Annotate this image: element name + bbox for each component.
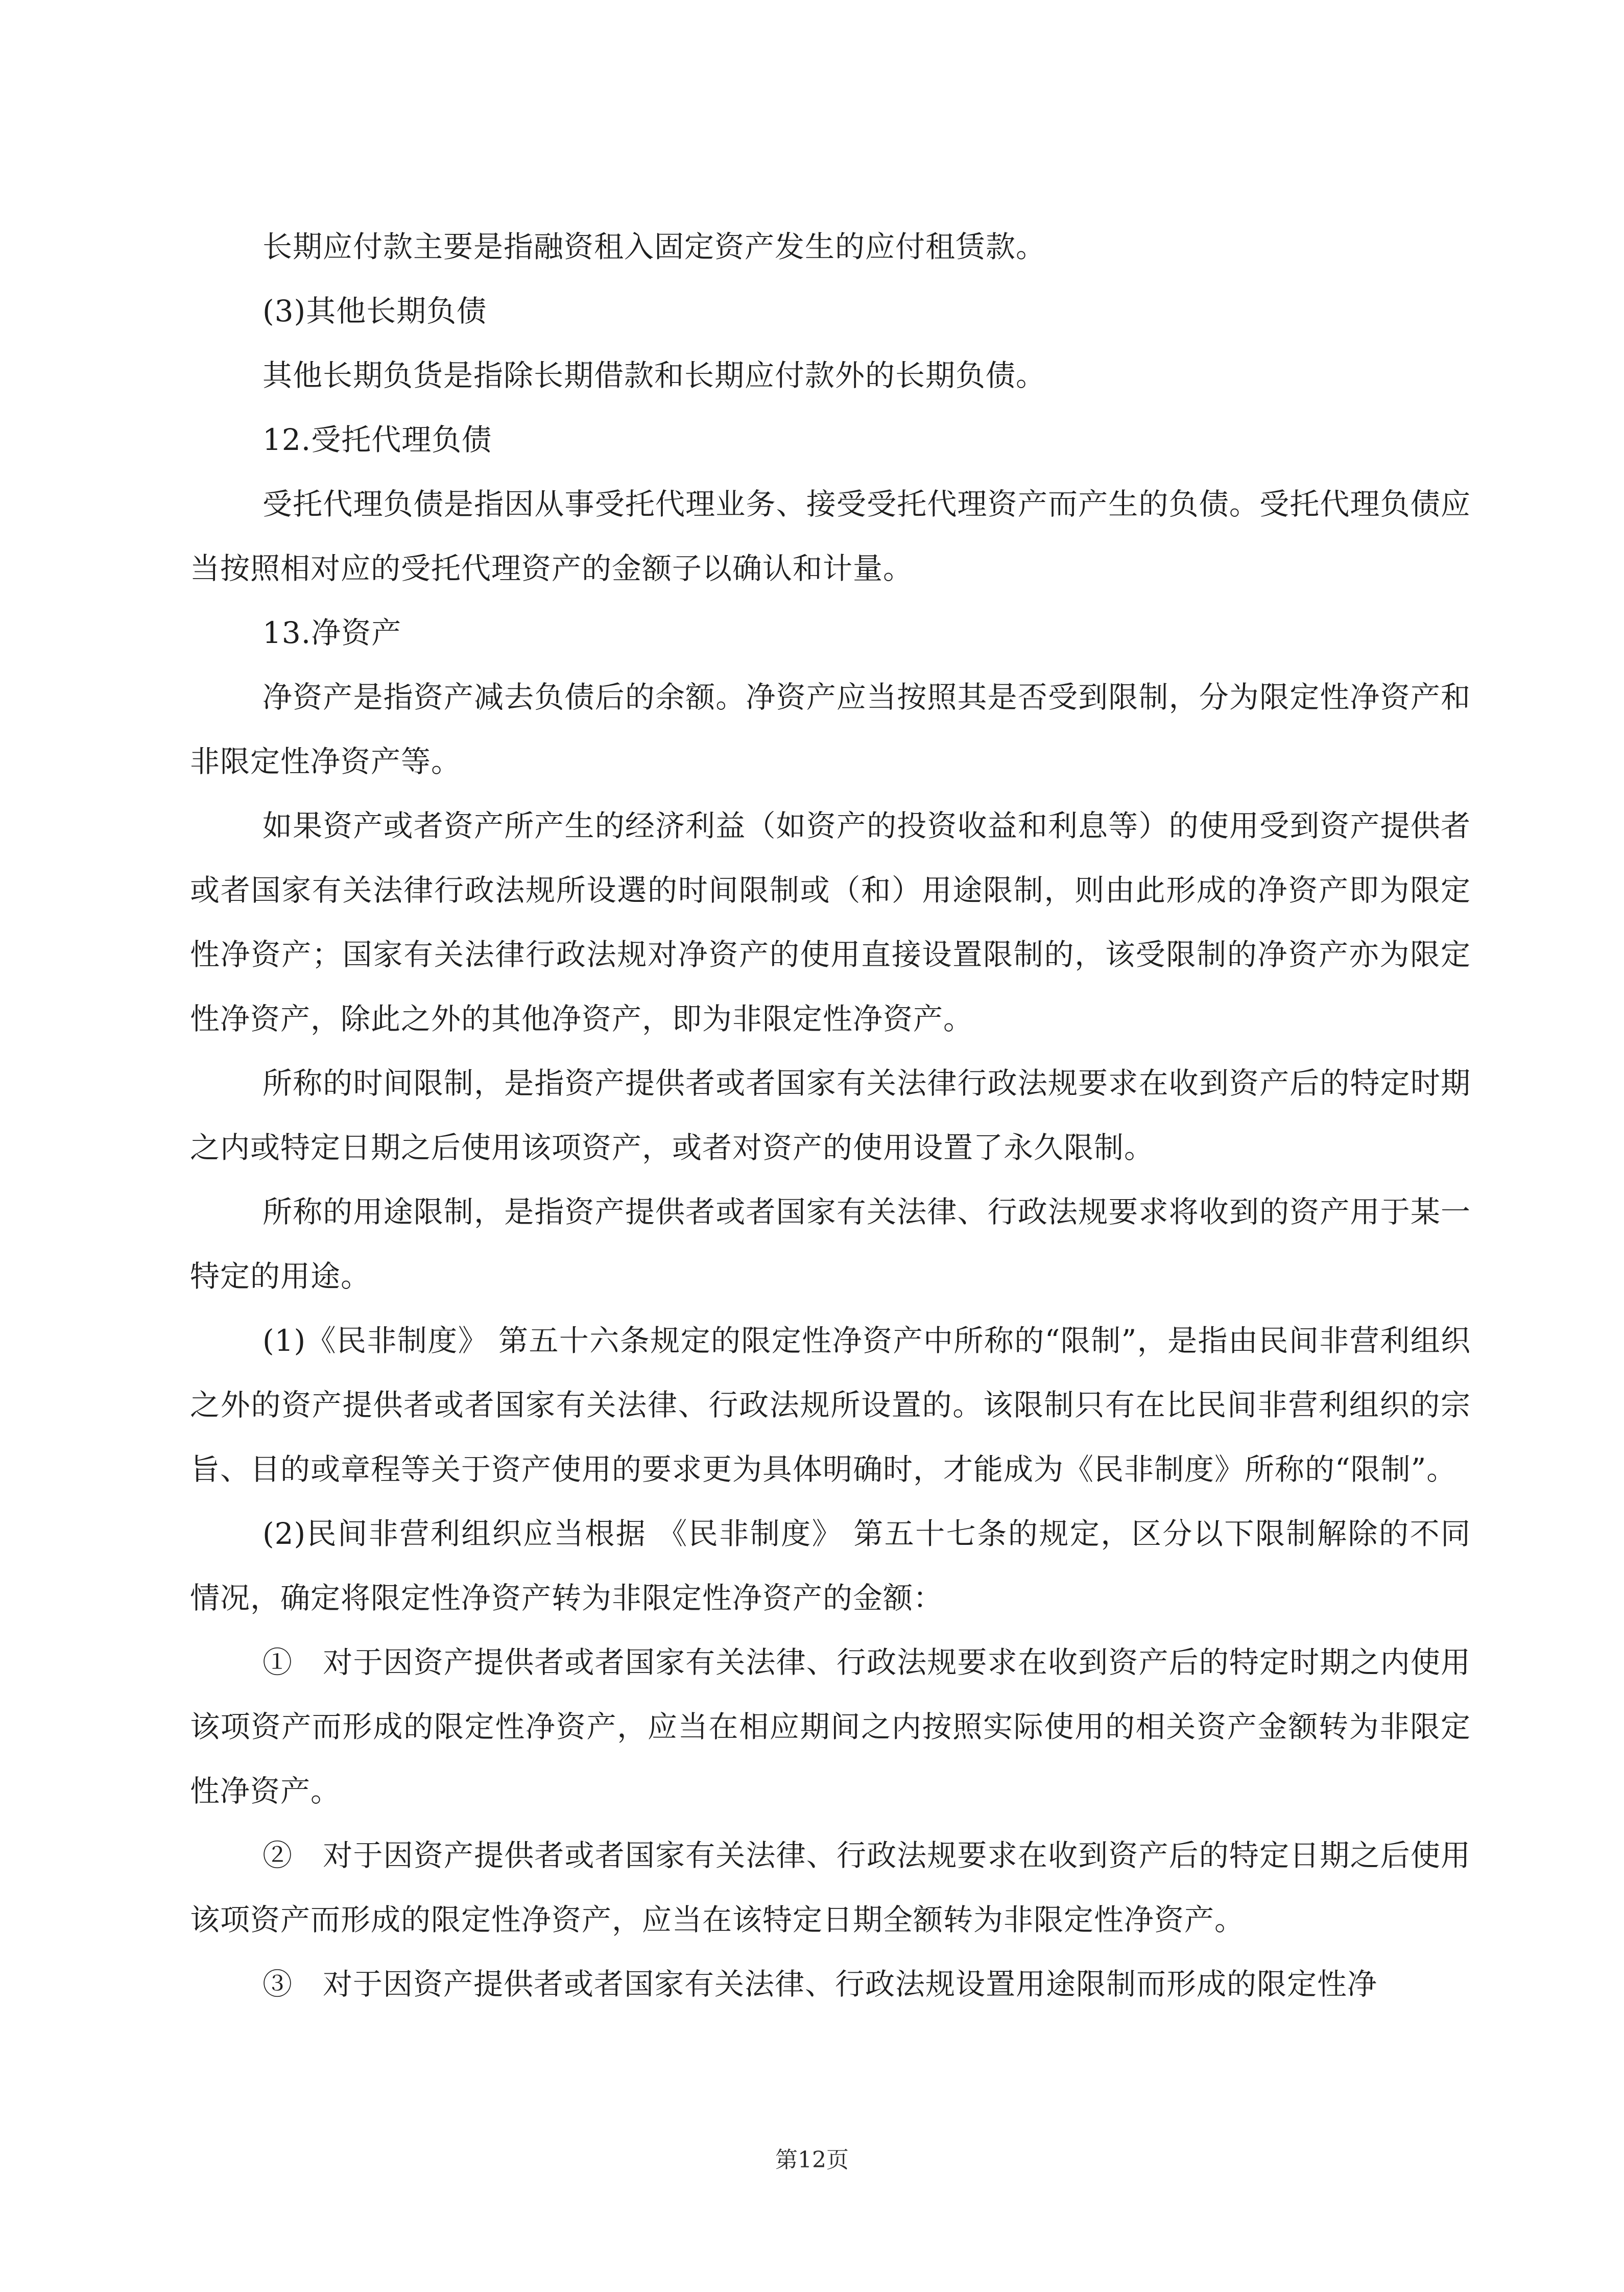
heading-net-assets: 13.净资产 <box>262 615 402 650</box>
paragraph-restricted-net-assets: 如果资产或者资产所产生的经济利益（如资产的投资收益和利息等）的使用受到资产提供者或者国家有关法律行政法规所设選的时间限制或（和）用途限制，则由此形成的净资产即为限定性净资产；国家有关法律行政法规对净资产的使用直接设置限制的，该受限制的净资产亦为限定性净资产，除此之外的其他净资产，即为非限定性净资产。 <box>190 808 1471 1036</box>
list-item-1: ① 对于因资产提供者或者国家有关法律、行政法规要求在收到资产后的特定时期之内使用该项资产而形成的限定性净资产，应当在相应期间之内按照实际使用的相关资产金额转为非限定性净资产。 <box>190 1645 1471 1808</box>
paragraph-net-assets-definition: 净资产是指资产减去负债后的余额。净资产应当按照其是否受到限制，分为限定性净资产和非限定性净资产等。 <box>190 680 1471 779</box>
paragraph-time-restriction: 所称的时间限制，是指资产提供者或者国家有关法律行政法规要求在收到资产后的特定时期之内或特定日期之后使用该项资产，或者对资产的使用设置了永久限制。 <box>190 1066 1471 1165</box>
paragraph-entrusted-agency-liabilities: 受托代理负债是指因从事受托代理业务、接受受托代理资产而产生的负债。受托代理负债应当按照相对应的受托代理资产的金额子以确认和计量。 <box>190 487 1471 586</box>
paragraph-article-56: (1)《民非制度》 第五十六条规定的限定性净资产中所称的“限制”，是指由民间非营利组织之外的资产提供者或者国家有关法律、行政法规所设置的。该限制只有在比民间非营利组织的宗旨、目的或章程等关于资产使用的要求更为具体明确时，才能成为《民非制度》所称的“限制”。 <box>190 1323 1471 1487</box>
paragraph-other-long-term-liabilities: 其他长期负货是指除长期借款和长期应付款外的长期负债。 <box>262 358 1046 393</box>
paragraph-long-term-payables: 长期应付款主要是指融资租入固定资产发生的应付租赁款。 <box>262 229 1046 264</box>
list-item-2: ② 对于因资产提供者或者国家有关法律、行政法规要求在收到资产后的特定日期之后使用该项资产而形成的限定性净资产，应当在该特定日期全额转为非限定性净资产。 <box>190 1838 1471 1937</box>
heading-entrusted-agency-liabilities: 12.受托代理负债 <box>262 422 492 457</box>
paragraph-article-57: (2)民间非营利组织应当根据 《民非制度》 第五十七条的规定，区分以下限制解除的不同情况，确定将限定性净资产转为非限定性净资产的金额： <box>190 1516 1471 1615</box>
heading-other-long-term-liabilities: (3)其他长期负债 <box>262 294 487 328</box>
page-number: 第12页 <box>775 2147 849 2173</box>
list-item-3: ③ 对于因资产提供者或者国家有关法律、行政法规设置用途限制而形成的限定性净 <box>262 1967 1378 2001</box>
page-body <box>190 214 1471 2016</box>
paragraph-purpose-restriction: 所称的用途限制，是指资产提供者或者国家有关法律、行政法规要求将收到的资产用于某一特定的用途。 <box>190 1195 1471 1294</box>
